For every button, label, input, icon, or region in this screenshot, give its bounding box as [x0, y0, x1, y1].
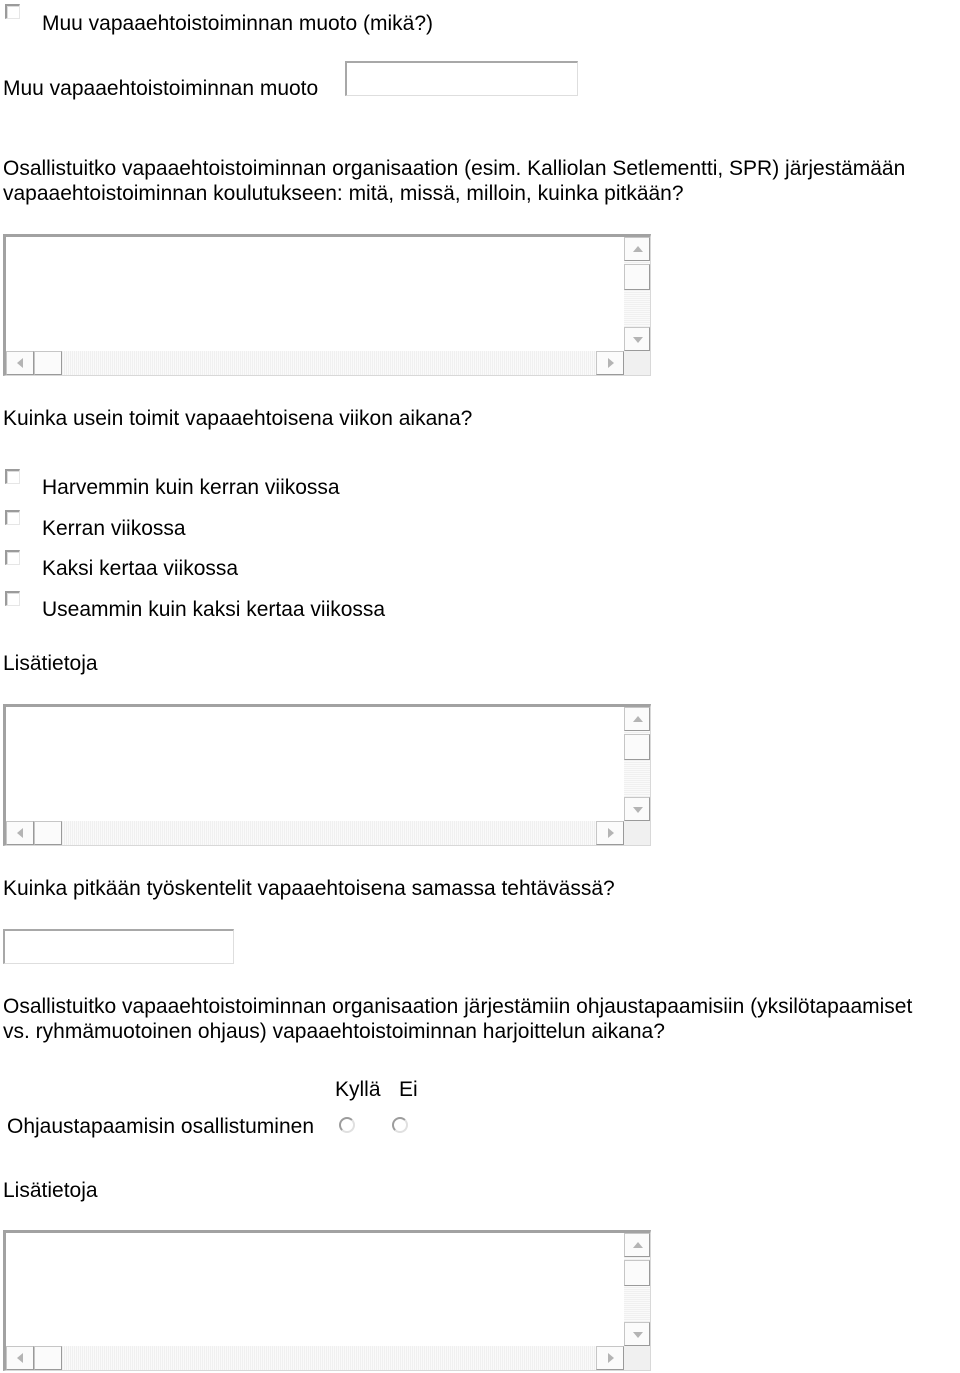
- guidance-extra-label: Lisätietoja: [3, 1179, 98, 1202]
- duration-question: Kuinka pitkään työskentelit vapaaehtoisena samassa tehtävässä?: [3, 877, 615, 900]
- scroll-thumb[interactable]: [624, 1260, 650, 1286]
- guidance-yes-radio[interactable]: [339, 1117, 355, 1133]
- other-form-checkbox-label: Muu vapaaehtoistoiminnan muoto (mikä?): [42, 12, 434, 35]
- duration-input[interactable]: [3, 929, 234, 964]
- frequency-option-label: Harvemmin kuin kerran viikossa: [42, 476, 340, 499]
- frequency-option-checkbox[interactable]: [5, 469, 20, 484]
- frequency-extra-label: Lisätietoja: [3, 652, 98, 675]
- frequency-horizontal-scrollbar[interactable]: [6, 821, 624, 845]
- arrow-up-icon: [633, 1242, 643, 1248]
- other-form-input[interactable]: [345, 61, 578, 96]
- scroll-thumb[interactable]: [34, 1346, 62, 1370]
- scroll-up-button[interactable]: [624, 707, 650, 731]
- guidance-vertical-scrollbar[interactable]: [624, 1233, 650, 1346]
- scroll-up-button[interactable]: [624, 1233, 650, 1257]
- guidance-no-radio[interactable]: [392, 1117, 408, 1133]
- guidance-column-yes: Kyllä: [335, 1078, 381, 1101]
- scroll-thumb[interactable]: [34, 821, 62, 845]
- scroll-down-button[interactable]: [624, 1322, 650, 1346]
- training-textarea[interactable]: [3, 234, 651, 376]
- guidance-column-no: Ei: [399, 1078, 418, 1101]
- scrollbar-corner: [624, 1346, 650, 1370]
- frequency-option-label: Useammin kuin kaksi kertaa viikossa: [42, 598, 386, 621]
- other-form-checkbox[interactable]: [5, 4, 20, 19]
- guidance-question-line2: vs. ryhmämuotoinen ohjaus) vapaaehtoistoiminnan harjoittelun aikana?: [3, 1020, 665, 1043]
- scroll-left-button[interactable]: [6, 351, 34, 375]
- training-question-line2: vapaaehtoistoiminnan koulutukseen: mitä, missä, milloin, kuinka pitkään?: [3, 182, 684, 205]
- arrow-down-icon: [633, 337, 643, 343]
- arrow-left-icon: [17, 358, 23, 368]
- scroll-right-button[interactable]: [596, 821, 624, 845]
- guidance-extra-textarea[interactable]: [3, 1230, 651, 1371]
- scroll-down-button[interactable]: [624, 797, 650, 821]
- training-horizontal-scrollbar[interactable]: [6, 351, 624, 375]
- arrow-right-icon: [608, 828, 614, 838]
- frequency-option-checkbox[interactable]: [5, 550, 20, 565]
- arrow-down-icon: [633, 807, 643, 813]
- arrow-up-icon: [633, 716, 643, 722]
- arrow-left-icon: [17, 1353, 23, 1363]
- scroll-down-button[interactable]: [624, 327, 650, 351]
- scroll-right-button[interactable]: [596, 351, 624, 375]
- scroll-up-button[interactable]: [624, 237, 650, 261]
- frequency-option-checkbox[interactable]: [5, 510, 20, 525]
- arrow-up-icon: [633, 246, 643, 252]
- guidance-row-label: Ohjaustapaamisin osallistuminen: [7, 1115, 314, 1138]
- training-vertical-scrollbar[interactable]: [624, 237, 650, 351]
- scrollbar-corner: [624, 821, 650, 845]
- frequency-option-label: Kerran viikossa: [42, 517, 186, 540]
- scroll-thumb[interactable]: [624, 734, 650, 760]
- frequency-vertical-scrollbar[interactable]: [624, 707, 650, 821]
- arrow-right-icon: [608, 358, 614, 368]
- frequency-question: Kuinka usein toimit vapaaehtoisena viikon aikana?: [3, 407, 473, 430]
- scroll-left-button[interactable]: [6, 821, 34, 845]
- arrow-left-icon: [17, 828, 23, 838]
- scroll-thumb[interactable]: [624, 264, 650, 290]
- frequency-option-label: Kaksi kertaa viikossa: [42, 557, 239, 580]
- arrow-right-icon: [608, 1353, 614, 1363]
- other-form-input-label: Muu vapaaehtoistoiminnan muoto: [3, 77, 319, 100]
- scrollbar-corner: [624, 351, 650, 375]
- guidance-question-line1: Osallistuitko vapaaehtoistoiminnan organisaation järjestämiin ohjaustapaamisiin (yksilötapaamiset: [3, 995, 913, 1018]
- training-question-line1: Osallistuitko vapaaehtoistoiminnan organisaation (esim. Kalliolan Setlementti, SPR) järjestämään: [3, 157, 906, 180]
- guidance-horizontal-scrollbar[interactable]: [6, 1346, 624, 1370]
- arrow-down-icon: [633, 1332, 643, 1338]
- scroll-thumb[interactable]: [34, 351, 62, 375]
- frequency-extra-textarea[interactable]: [3, 704, 651, 846]
- scroll-left-button[interactable]: [6, 1346, 34, 1370]
- frequency-option-checkbox[interactable]: [5, 591, 20, 606]
- scroll-right-button[interactable]: [596, 1346, 624, 1370]
